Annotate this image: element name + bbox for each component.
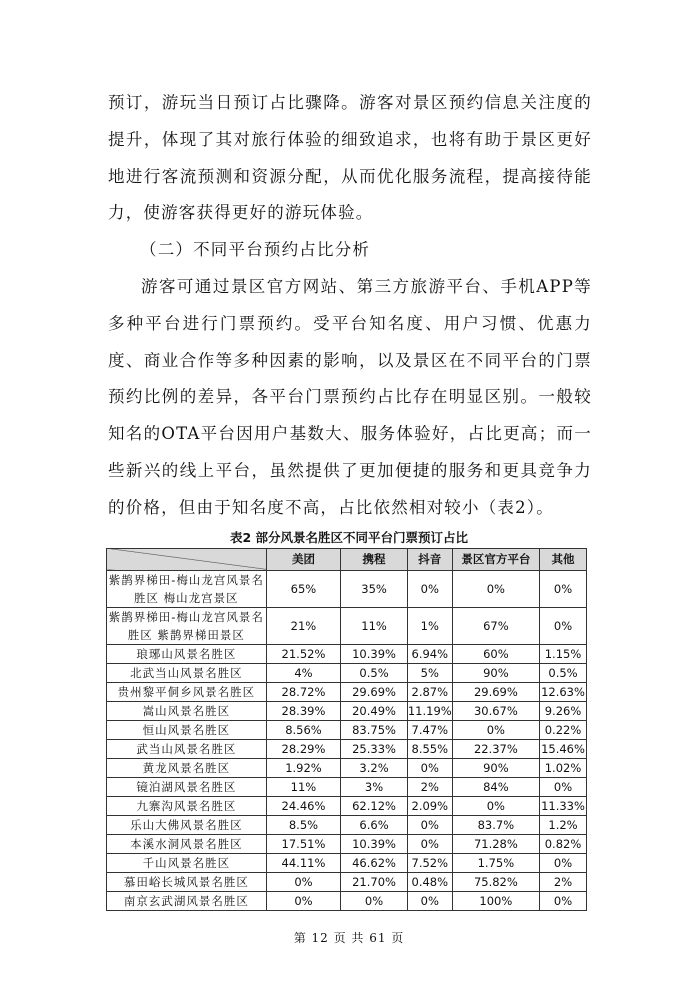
- table-row: [107, 663, 587, 682]
- scenic-area-name: 镜泊湖风景名胜区: [107, 777, 267, 796]
- column-header: 抖音: [407, 548, 452, 570]
- share-value-cell: 3.2%: [341, 758, 408, 777]
- column-header: 携程: [341, 548, 408, 570]
- table-row: [107, 682, 587, 701]
- share-value-cell: 0.5%: [341, 663, 408, 682]
- share-value-cell: 21%: [266, 607, 341, 644]
- table-row: [107, 570, 587, 607]
- table-row: [107, 815, 587, 834]
- booking-share-table: [106, 548, 587, 911]
- share-value-cell: 17.51%: [266, 834, 341, 853]
- share-value-cell: 29.69%: [452, 682, 539, 701]
- scenic-area-name: 慕田峪长城风景名胜区: [107, 872, 267, 891]
- share-value-cell: 0%: [407, 834, 452, 853]
- share-value-cell: 25.33%: [341, 739, 408, 758]
- table-row: [107, 720, 587, 739]
- share-value-cell: 15.46%: [540, 739, 587, 758]
- share-value-cell: 1.2%: [540, 815, 587, 834]
- share-value-cell: 11%: [266, 777, 341, 796]
- scenic-area-name: 贵州黎平侗乡风景名胜区: [107, 682, 267, 701]
- scenic-area-name: 紫鹊界梯田-梅山龙宫风景名胜区 梅山龙宫景区: [107, 570, 267, 607]
- share-value-cell: 2.09%: [407, 796, 452, 815]
- body-paragraph: 预订，游玩当日预订占比骤降。游客对景区预约信息关注度的提升，体现了其对旅行体验的细致追求，也将有助于景区更好地进行客流预测和资源分配，从而优化服务流程，提高接待能力，使游客获得更好的游玩体验。: [108, 93, 592, 223]
- share-value-cell: 0%: [407, 570, 452, 607]
- share-value-cell: 2%: [540, 872, 587, 891]
- scenic-area-name: 北武当山风景名胜区: [107, 663, 267, 682]
- share-value-cell: 84%: [452, 777, 539, 796]
- share-value-cell: 9.26%: [540, 701, 587, 720]
- share-value-cell: 24.46%: [266, 796, 341, 815]
- share-value-cell: 1.75%: [452, 853, 539, 872]
- share-value-cell: 22.37%: [452, 739, 539, 758]
- share-value-cell: 83.75%: [341, 720, 408, 739]
- scenic-area-name: 本溪水洞风景名胜区: [107, 834, 267, 853]
- share-value-cell: 90%: [452, 758, 539, 777]
- share-value-cell: 62.12%: [341, 796, 408, 815]
- share-value-cell: 1%: [407, 607, 452, 644]
- page-number: 第 12 页 共 61 页: [293, 930, 405, 945]
- share-value-cell: 1.92%: [266, 758, 341, 777]
- table-row: [107, 796, 587, 815]
- share-value-cell: 0%: [407, 815, 452, 834]
- share-value-cell: 67%: [452, 607, 539, 644]
- share-value-cell: 29.69%: [341, 682, 408, 701]
- share-value-cell: 0%: [540, 570, 587, 607]
- share-value-cell: 21.70%: [341, 872, 408, 891]
- section-heading: （二）不同平台预约占比分析: [140, 240, 371, 260]
- table-row: [107, 853, 587, 872]
- share-value-cell: 0.48%: [407, 872, 452, 891]
- share-value-cell: 0%: [452, 720, 539, 739]
- share-value-cell: 20.49%: [341, 701, 408, 720]
- share-value-cell: 44.11%: [266, 853, 341, 872]
- share-value-cell: 0.5%: [540, 663, 587, 682]
- share-value-cell: 71.28%: [452, 834, 539, 853]
- table-caption: 表2 部分风景名胜区不同平台门票预订占比: [229, 529, 469, 545]
- share-value-cell: 10.39%: [341, 644, 408, 663]
- scenic-area-name: 琅琊山风景名胜区: [107, 644, 267, 663]
- table-row: [107, 891, 587, 910]
- share-value-cell: 83.7%: [452, 815, 539, 834]
- scenic-area-name: 紫鹊界梯田-梅山龙宫风景名胜区 紫鹊界梯田景区: [107, 607, 267, 644]
- scenic-area-name: 黄龙风景名胜区: [107, 758, 267, 777]
- share-value-cell: 1.02%: [540, 758, 587, 777]
- scenic-area-name: 乐山大佛风景名胜区: [107, 815, 267, 834]
- scenic-area-name: 南京玄武湖风景名胜区: [107, 891, 267, 910]
- share-value-cell: 2%: [407, 777, 452, 796]
- share-value-cell: 11%: [341, 607, 408, 644]
- share-value-cell: 0%: [540, 777, 587, 796]
- share-value-cell: 0%: [266, 891, 341, 910]
- share-value-cell: 4%: [266, 663, 341, 682]
- share-value-cell: 0%: [407, 891, 452, 910]
- share-value-cell: 0%: [452, 570, 539, 607]
- share-value-cell: 0%: [341, 891, 408, 910]
- share-value-cell: 35%: [341, 570, 408, 607]
- column-header: 其他: [540, 548, 587, 570]
- scenic-area-name: 九寨沟风景名胜区: [107, 796, 267, 815]
- table-row: [107, 777, 587, 796]
- table-header-row: [107, 548, 587, 570]
- share-value-cell: 3%: [341, 777, 408, 796]
- share-value-cell: 28.39%: [266, 701, 341, 720]
- share-value-cell: 65%: [266, 570, 341, 607]
- share-value-cell: 0%: [407, 758, 452, 777]
- share-value-cell: 7.47%: [407, 720, 452, 739]
- share-value-cell: 6.94%: [407, 644, 452, 663]
- table-row: [107, 758, 587, 777]
- share-value-cell: 8.56%: [266, 720, 341, 739]
- share-value-cell: 7.52%: [407, 853, 452, 872]
- table-row: [107, 834, 587, 853]
- share-value-cell: 21.52%: [266, 644, 341, 663]
- share-value-cell: 8.55%: [407, 739, 452, 758]
- share-value-cell: 0%: [452, 796, 539, 815]
- share-value-cell: 30.67%: [452, 701, 539, 720]
- scenic-area-name: 武当山风景名胜区: [107, 739, 267, 758]
- column-header: 景区官方平台: [452, 548, 539, 570]
- share-value-cell: 8.5%: [266, 815, 341, 834]
- share-value-cell: 90%: [452, 663, 539, 682]
- share-value-cell: 2.87%: [407, 682, 452, 701]
- table-row: [107, 872, 587, 891]
- share-value-cell: 11.19%: [407, 701, 452, 720]
- share-value-cell: 12.63%: [540, 682, 587, 701]
- share-value-cell: 11.33%: [540, 796, 587, 815]
- share-value-cell: 0.22%: [540, 720, 587, 739]
- scenic-area-name: 千山风景名胜区: [107, 853, 267, 872]
- share-value-cell: 75.82%: [452, 872, 539, 891]
- scenic-area-name: 恒山风景名胜区: [107, 720, 267, 739]
- scenic-area-name: 嵩山风景名胜区: [107, 701, 267, 720]
- share-value-cell: 46.62%: [341, 853, 408, 872]
- share-value-cell: 6.6%: [341, 815, 408, 834]
- share-value-cell: 10.39%: [341, 834, 408, 853]
- share-value-cell: 28.29%: [266, 739, 341, 758]
- share-value-cell: 100%: [452, 891, 539, 910]
- share-value-cell: 28.72%: [266, 682, 341, 701]
- share-value-cell: 0%: [540, 891, 587, 910]
- share-value-cell: 5%: [407, 663, 452, 682]
- share-value-cell: 60%: [452, 644, 539, 663]
- diagonal-header-cell: [107, 548, 267, 570]
- table-row: [107, 607, 587, 644]
- table-row: [107, 739, 587, 758]
- share-value-cell: 0%: [266, 872, 341, 891]
- table-row: [107, 644, 587, 663]
- share-value-cell: 0%: [540, 607, 587, 644]
- share-value-cell: 0.82%: [540, 834, 587, 853]
- table-row: [107, 701, 587, 720]
- share-value-cell: 0%: [540, 853, 587, 872]
- page-content: [106, 85, 592, 966]
- body-paragraph: 游客可通过景区官方网站、第三方旅游平台、手机APP等多种平台进行门票预约。受平台知名度、用户习惯、优惠力度、商业合作等多种因素的影响，以及景区在不同平台的门票预约比例的差异，各平台门票预约占比存在明显区别。一般较知名的OTA平台因用户基数大、服务体验好，占比更高；而一些新兴的线上平台，虽然提供了更加便捷的服务和更具竞争力的价格，但由于知名度不高，占比依然相对较小（表2）。: [108, 276, 592, 517]
- column-header: 美团: [266, 548, 341, 570]
- share-value-cell: 1.15%: [540, 644, 587, 663]
